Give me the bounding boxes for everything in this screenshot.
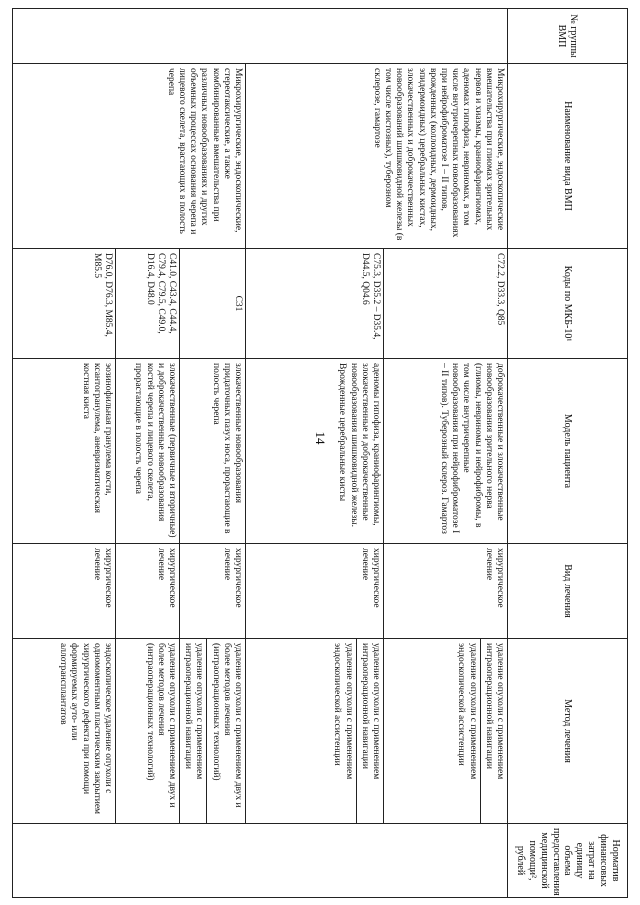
- treatment-type-cell: хирургическое лечение: [13, 544, 116, 639]
- method-text: удаление опухоли с применением эндоскопической ассистенции: [455, 639, 480, 823]
- method-text: удаление опухоли с применением интраоперационной навигации: [182, 639, 207, 823]
- header-row: [508, 9, 628, 898]
- treatment-type-cell: хирургическое лечение: [115, 544, 179, 639]
- method-text: удаление опухоли с применением двух и более методов лечения (интраоперационных технологий): [210, 643, 243, 808]
- cost-standard-cell: [13, 824, 508, 898]
- vmp-table-rotated: [12, 8, 628, 897]
- icd-codes-cell: D76.0, D76.3, M85.4, M85.5: [13, 249, 116, 359]
- group-number-cell: [13, 9, 508, 64]
- treatment-method-cell: [246, 639, 384, 824]
- table-row: [384, 9, 508, 898]
- treatment-method-cell: [384, 639, 508, 824]
- header-vmp-name: Наименование вида ВМП: [508, 64, 628, 249]
- header-treatment-type: Вид лечения: [508, 544, 628, 639]
- patient-model-cell: аденомы гипофиза, краниофарингиомы, злокачественные и доброкачественные новообразования шишковидной железы. Врожденные церебральные кисты: [246, 359, 384, 544]
- vmp-table: [12, 8, 628, 898]
- patient-model-cell: злокачественные новообразования придаточных пазух носа, прорастающие в полость черепа: [179, 359, 245, 544]
- method-text: удаление опухоли с применением интраоперационной навигации: [483, 643, 505, 780]
- table-row: [179, 9, 245, 898]
- patient-model-cell: доброкачественные и злокачественные новообразования зрительного нерва (глиомы, невриномы и нейрофибромы, в том числе внутричерепные новообразования при нейрофиброматозе I – II типов). Туберозный склероз. Гамартоз: [384, 359, 508, 544]
- method-text: удаление опухоли с применением эндоскопической ассистенции: [331, 639, 356, 823]
- treatment-method-cell: удаление опухоли с применением двух и более методов лечения (интраоперационных технологий): [115, 639, 179, 824]
- header-icd-codes: Коды по МКБ-10¹: [508, 249, 628, 359]
- icd-codes-cell: C75.3, D35.2 – D35.4, D44.5, Q04.6: [246, 249, 384, 359]
- icd-codes-cell: C72.2, D33.3, Q85: [384, 249, 508, 359]
- header-group-no: № группы ВМП: [508, 9, 628, 64]
- icd-codes-cell: C31: [179, 249, 245, 359]
- treatment-type-cell: хирургическое лечение: [246, 544, 384, 639]
- header-cost-standard: Норматив финансовых затрат на единицу объема предоставления медицинской помощи², рублей: [508, 824, 628, 898]
- header-patient-model: Модель пациента: [508, 359, 628, 544]
- treatment-method-cell: [179, 639, 245, 824]
- vmp-name-cell: Микрохирургические, эндоскопические, стереотаксические, а также комбинированные вмешательства при различных новообразованиях и других объемных процессах основания черепа и лицевого скелета, врастающих в полость черепа: [13, 64, 246, 249]
- treatment-type-cell: хирургическое лечение: [384, 544, 508, 639]
- header-treatment-method: Метод лечения: [508, 639, 628, 824]
- method-text: удаление опухоли с применением интраоперационной навигации: [359, 643, 381, 780]
- patient-model-cell: эозинофильная гранулема кости, ксантогранулема, аневризматическая костная киста: [13, 359, 116, 544]
- vmp-name-cell: Микрохирургические, эндоскопические вмешательства при глиомах зрительных нервов и хиазмы, краниофарингиомах, аденомах гипофиза, невриномах, в том числе внутричерепных новообразованиях при нейрофиброматозе I – II типов, врожденных (коллоидных, дермоидных, эпидермоидных) церебральных кистах, злокачественных и доброкачественных новообразований шишковидной железы (в том числе кистозных), туберозном склерозе, гамартозе: [246, 64, 508, 249]
- page-number: 14: [313, 431, 328, 445]
- treatment-type-cell: хирургическое лечение: [179, 544, 245, 639]
- treatment-method-cell: эндоскопическое удаление опухоли с одномоментным пластическим закрытием хирургического дефекта при помощи формируемых ауто- или аллотрансплантатов: [13, 639, 116, 824]
- patient-model-cell: злокачественные (первичные и вторичные) и доброкачественные новообразования костей черепа и лицевого скелета, прорастающие в полость черепа: [115, 359, 179, 544]
- icd-codes-cell: C41.0, C43.4, C44.4, C79.4, C79.5, C49.0, D16.4, D48.0: [115, 249, 179, 359]
